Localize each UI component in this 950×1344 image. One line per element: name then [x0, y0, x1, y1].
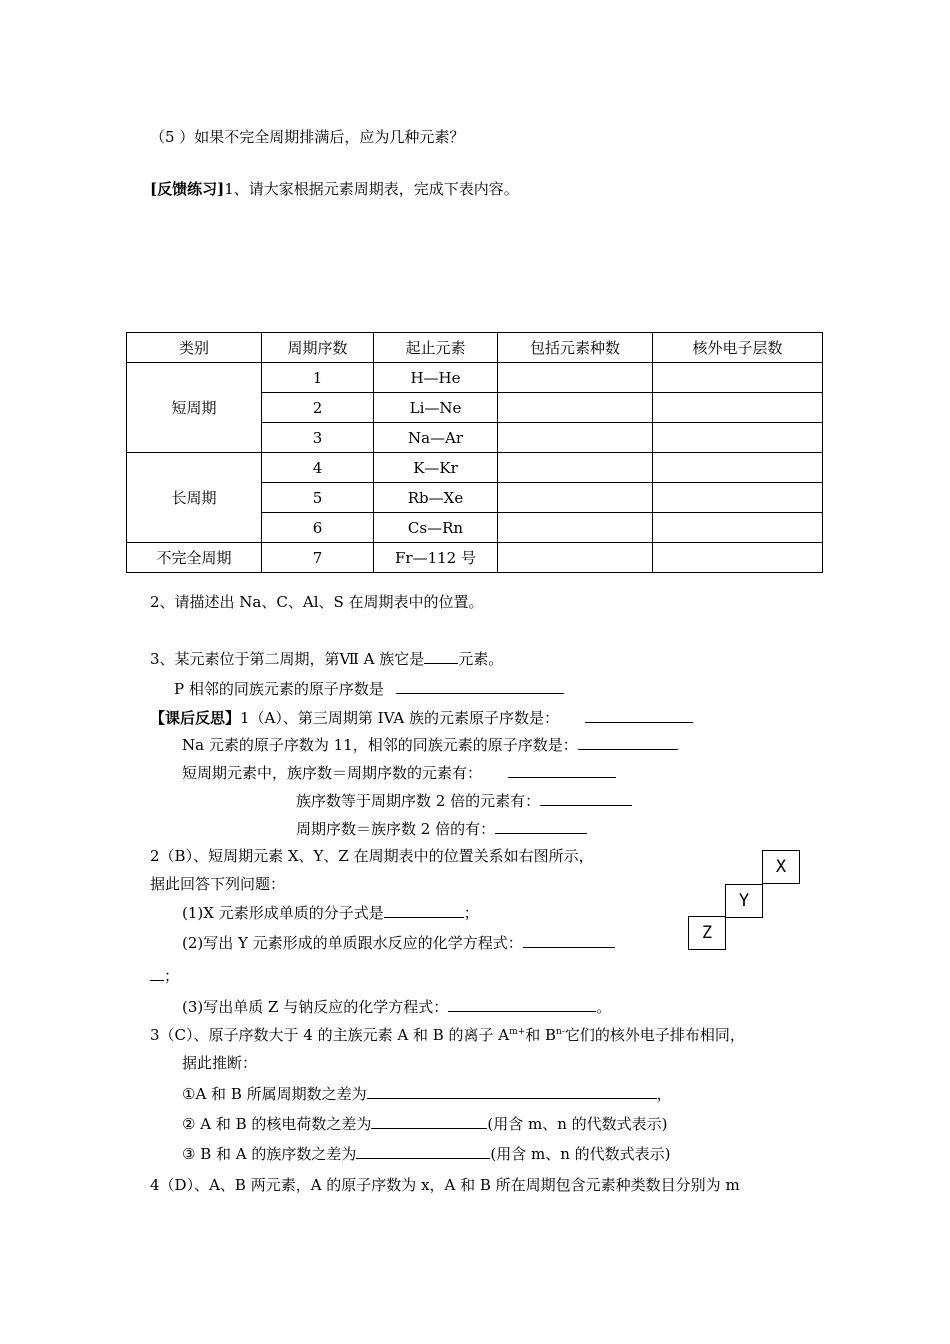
after-line-5: [296, 818, 587, 839]
c-sup-2: n-: [556, 1027, 565, 1037]
header-count: 包括元素种数: [498, 333, 653, 363]
shells-cell[interactable]: [653, 543, 823, 573]
shells-cell[interactable]: [653, 393, 823, 423]
question-b-s2: [182, 932, 615, 953]
shells-cell[interactable]: [653, 363, 823, 393]
c-i2-suffix: (用含 m、n 的代数式表示): [487, 1115, 668, 1133]
question-c-1: [150, 1025, 745, 1045]
question-3-text: 3、某元素位于第二周期，第Ⅶ A 族它是: [150, 650, 425, 668]
c-l1b: 和 B: [525, 1026, 557, 1044]
b-s3-text: (3)写出单质 Z 与钠反应的化学方程式：: [182, 998, 449, 1016]
period-cell: 6: [262, 513, 374, 543]
answer-blank[interactable]: [356, 1143, 490, 1159]
b-s1-text: (1)X 元素形成单质的分子式是: [182, 904, 384, 922]
question-c-i3: [182, 1143, 671, 1164]
question-c-2: 据此推断：: [182, 1054, 258, 1072]
range-cell: Rb—Xe: [374, 483, 498, 513]
answer-blank[interactable]: [578, 734, 678, 750]
answer-blank[interactable]: [523, 932, 615, 948]
shells-cell[interactable]: [653, 513, 823, 543]
question-c-i1: [182, 1083, 672, 1104]
count-cell[interactable]: [498, 453, 653, 483]
answer-blank[interactable]: [424, 648, 458, 664]
header-range: 起止元素: [374, 333, 498, 363]
after-line-3: [182, 762, 616, 783]
table-row: [127, 453, 823, 483]
c-i3-text: ③ B 和 A 的族序数之差为: [182, 1145, 357, 1163]
answer-blank[interactable]: [384, 902, 464, 918]
after-line-1: [150, 707, 693, 728]
after-line-4: [296, 790, 632, 811]
count-cell[interactable]: [498, 423, 653, 453]
count-cell[interactable]: [498, 513, 653, 543]
question-c-i2: [182, 1113, 668, 1134]
answer-blank[interactable]: [367, 1083, 657, 1099]
period-cell: 5: [262, 483, 374, 513]
answer-blank[interactable]: [540, 790, 632, 806]
period-cell: 2: [262, 393, 374, 423]
table-row: [127, 363, 823, 393]
range-cell: Cs—Rn: [374, 513, 498, 543]
answer-blank[interactable]: [585, 707, 693, 723]
question-3-p-text: P 相邻的同族元素的原子序数是: [174, 680, 384, 698]
shells-cell[interactable]: [653, 423, 823, 453]
c-i1-suffix: ，: [656, 1085, 672, 1103]
header-period: 周期序数: [262, 333, 374, 363]
count-cell[interactable]: [498, 543, 653, 573]
header-category: 类别: [127, 333, 262, 363]
answer-blank[interactable]: [396, 678, 564, 694]
question-b-s2-cont: [150, 965, 179, 986]
count-cell[interactable]: [498, 483, 653, 513]
range-cell: Fr—112 号: [374, 543, 498, 573]
b-s3-suffix: 。: [596, 998, 612, 1016]
period-cell: 4: [262, 453, 374, 483]
c-i2-text: ② A 和 B 的核电荷数之差为: [182, 1115, 372, 1133]
range-cell: K—Kr: [374, 453, 498, 483]
box-y: Y: [725, 884, 763, 918]
after-l2-text: Na 元素的原子序数为 11，相邻的同族元素的原子序数是：: [182, 736, 578, 754]
count-cell[interactable]: [498, 393, 653, 423]
question-b-1: 2（B）、短周期元素 X、Y、Z 在周期表中的位置关系如右图所示，: [150, 847, 594, 865]
c-l1a: 3（C）、原子序数大于 4 的主族元素 A 和 B 的离子 A: [150, 1026, 510, 1044]
question-5: （5 ）如果不完全周期排满后，应为几种元素？: [150, 128, 465, 146]
question-b-s1: [182, 902, 479, 923]
range-cell: Li—Ne: [374, 393, 498, 423]
c-sup-1: m+: [509, 1027, 526, 1037]
question-b-s3: [182, 996, 611, 1017]
question-3: [150, 648, 503, 669]
after-l5-text: 周期序数＝族序数 2 倍的有：: [296, 820, 496, 838]
feedback-text: 1、请大家根据元素周期表，完成下表内容。: [224, 180, 519, 198]
feedback-line: [150, 179, 519, 199]
answer-blank[interactable]: [495, 818, 587, 834]
table-header-row: [127, 333, 823, 363]
shells-cell[interactable]: [653, 453, 823, 483]
count-cell[interactable]: [498, 363, 653, 393]
shells-cell[interactable]: [653, 483, 823, 513]
answer-blank[interactable]: [448, 996, 596, 1012]
header-shells: 核外电子层数: [653, 333, 823, 363]
after-tag: 【课后反思】: [150, 709, 241, 727]
table-row: [127, 543, 823, 573]
answer-blank[interactable]: [508, 762, 616, 778]
range-cell: Na—Ar: [374, 423, 498, 453]
after-line-2: [182, 734, 678, 755]
group-incomplete: 不完全周期: [127, 543, 262, 573]
range-cell: H—He: [374, 363, 498, 393]
after-l1-text: 1（A）、第三周期第 IVA 族的元素原子序数是：: [240, 709, 560, 727]
period-table: [126, 332, 823, 573]
b-s2-suffix: ；: [164, 967, 180, 985]
b-s2-text: (2)写出 Y 元素形成的单质跟水反应的化学方程式：: [182, 934, 523, 952]
c-i3-suffix: (用含 m、n 的代数式表示): [490, 1145, 671, 1163]
question-3-p: [174, 678, 564, 699]
answer-blank[interactable]: [371, 1113, 487, 1129]
question-b-2: 据此回答下列问题：: [150, 875, 286, 893]
answer-blank[interactable]: [150, 965, 164, 981]
box-x: X: [762, 850, 800, 884]
after-l4-text: 族序数等于周期序数 2 倍的元素有：: [296, 792, 541, 810]
group-long: 长周期: [127, 453, 262, 543]
question-d: 4（D）、A、B 两元素，A 的原子序数为 x，A 和 B 所在周期包含元素种类数目分别为 m: [150, 1176, 740, 1194]
c-l1c: 它们的核外电子排布相同，: [564, 1026, 745, 1044]
period-cell: 7: [262, 543, 374, 573]
after-l3-text: 短周期元素中，族序数＝周期序数的元素有：: [182, 764, 483, 782]
box-z: Z: [688, 916, 726, 950]
question-3-suffix: 元素。: [458, 650, 504, 668]
group-short: 短周期: [127, 363, 262, 453]
c-i1-text: ①A 和 B 所属周期数之差为: [182, 1085, 367, 1103]
b-s1-suffix: ；: [463, 904, 479, 922]
question-2: 2、请描述出 Na、C、Al、S 在周期表中的位置。: [150, 593, 484, 611]
period-cell: 1: [262, 363, 374, 393]
feedback-tag: [反馈练习]: [150, 180, 225, 198]
period-cell: 3: [262, 423, 374, 453]
